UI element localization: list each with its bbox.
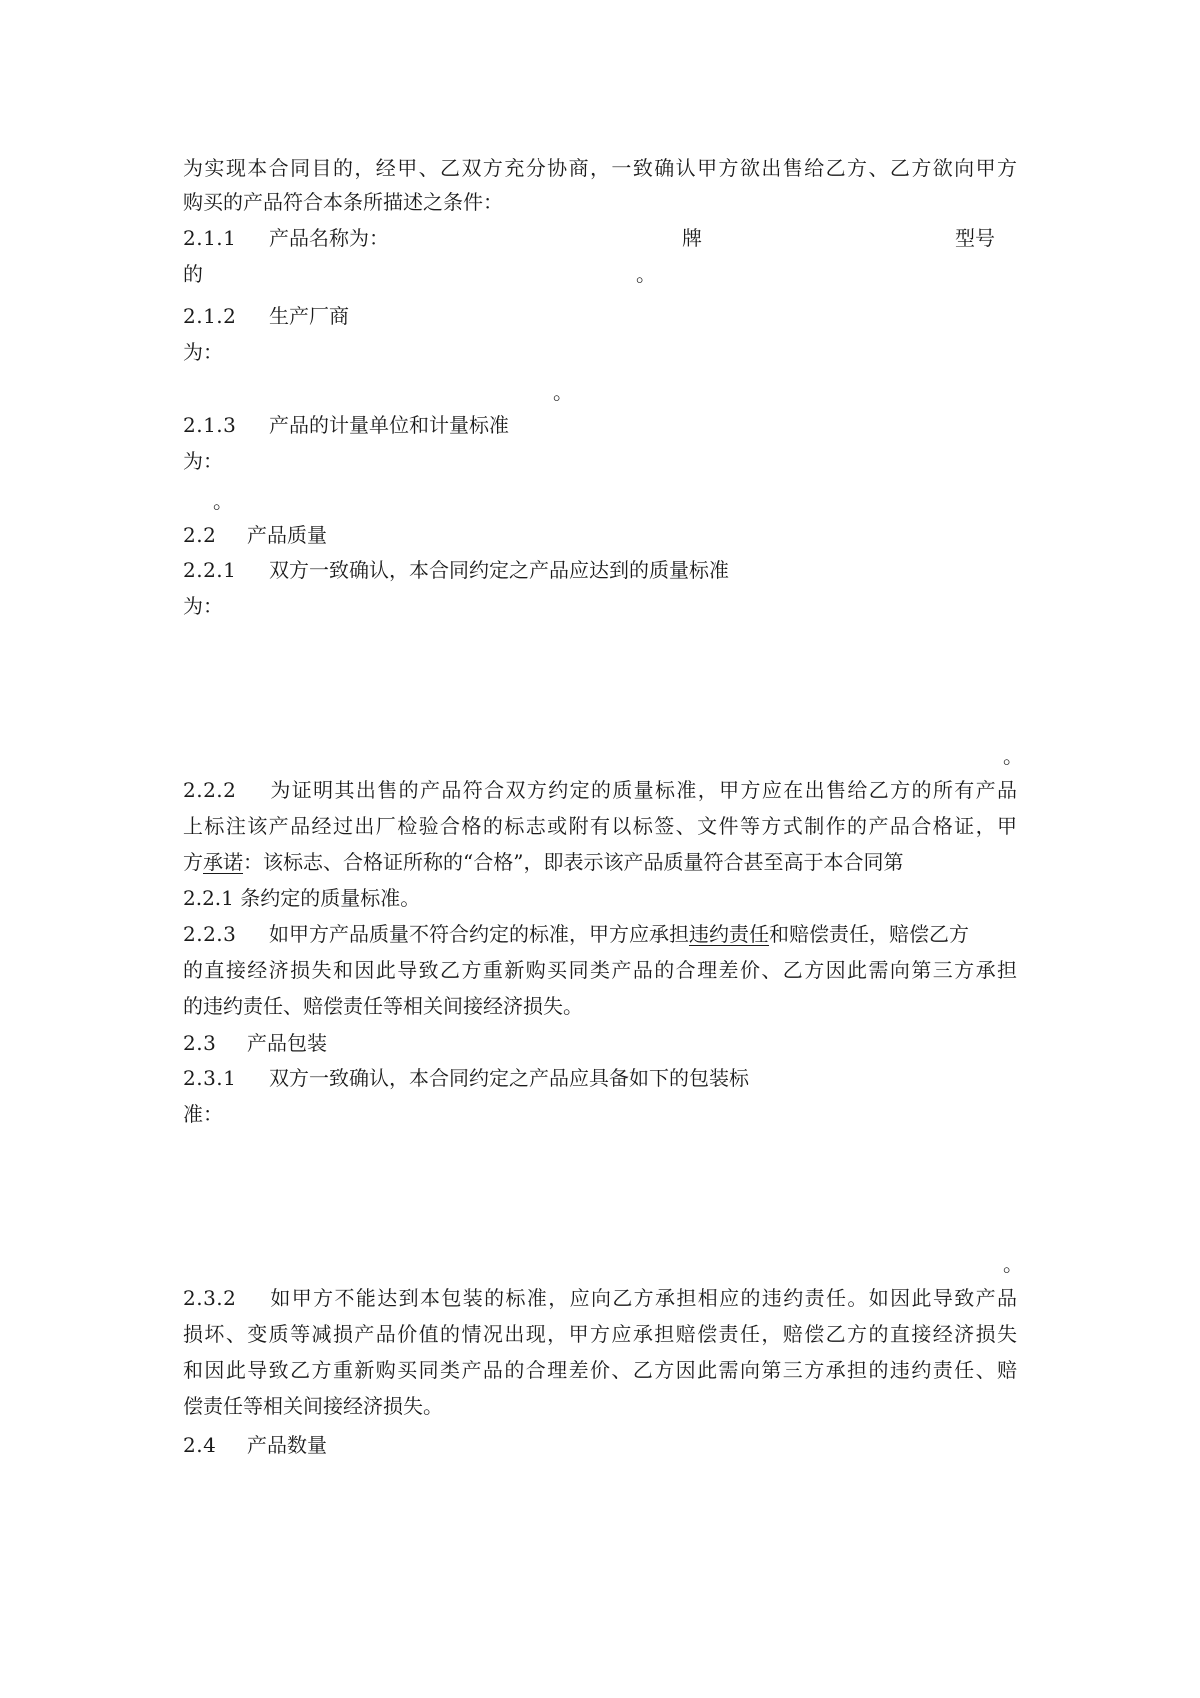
clause-number: 2.2.1: [183, 558, 237, 582]
intro-line-1: 为实现本合同目的，经甲、乙双方充分协商，一致确认甲方欲出售给乙方、乙方欲向甲方: [183, 156, 1017, 180]
clause-label: 产品名称为：: [269, 226, 389, 250]
section-number: 2.2: [183, 523, 217, 547]
period-mark: 。: [1003, 744, 1023, 768]
section-title: 产品数量: [247, 1433, 327, 1457]
clause-2-1-2: [183, 302, 349, 330]
clause-2-1-1: [183, 224, 389, 252]
clause-2-2-3-line-1: 2.2.3 如甲方产品质量不符合约定的标准，甲方应承担违约责任和赔偿责任，赔偿乙方: [183, 922, 969, 946]
period-mark: 。: [213, 489, 233, 513]
clause-number: 2.1.1: [183, 226, 237, 250]
clause-label: 生产厂商: [269, 304, 349, 328]
zhun-label: 准：: [183, 1102, 223, 1126]
wei-label: 为：: [183, 594, 223, 618]
clause-2-2-1: [183, 556, 729, 584]
clause-label: 双方一致确认，本合同约定之产品应具备如下的包装标: [269, 1066, 749, 1090]
clause-number: 2.2.2: [183, 778, 237, 802]
clause-2-2-2-line-4: 2.2.1 条约定的质量标准。: [183, 886, 421, 910]
section-2-4: [183, 1431, 327, 1459]
clause-number: 2.3.2: [183, 1286, 237, 1310]
clause-2-3-2-line-2: 损坏、变质等减损产品价值的情况出现，甲方应承担赔偿责任，赔偿乙方的直接经济损失: [183, 1322, 1017, 1346]
clause-label: 双方一致确认，本合同约定之产品应达到的质量标准: [269, 558, 729, 582]
wei-label: 为：: [183, 449, 223, 473]
clause-2-2-3-line-3: 的违约责任、赔偿责任等相关间接经济损失。: [183, 994, 583, 1018]
intro-line-2: 购买的产品符合本条所描述之条件：: [183, 190, 503, 214]
wei-label: 为：: [183, 340, 223, 364]
clause-2-3-2-line-1: 2.3.2 如甲方不能达到本包装的标准，应向乙方承担相应的违约责任。如因此导致产品: [183, 1286, 1017, 1310]
period-mark: 。: [636, 262, 656, 286]
section-number: 2.4: [183, 1433, 217, 1457]
clause-2-2-3-line-2: 的直接经济损失和因此导致乙方重新购买同类产品的合理差价、乙方因此需向第三方承担: [183, 958, 1017, 982]
section-2-2: [183, 521, 327, 549]
promise-link[interactable]: 承诺: [203, 850, 243, 874]
brand-label: 牌: [682, 226, 702, 250]
clause-number: 2.2.3: [183, 922, 237, 946]
liability-link[interactable]: 违约责任: [689, 922, 769, 946]
clause-2-3-1: [183, 1064, 749, 1092]
clause-2-3-2-line-4: 偿责任等相关间接经济损失。: [183, 1394, 443, 1418]
section-number: 2.3: [183, 1031, 217, 1055]
clause-2-3-2-line-3: 和因此导致乙方重新购买同类产品的合理差价、乙方因此需向第三方承担的违约责任、赔: [183, 1358, 1017, 1382]
clause-number: 2.3.1: [183, 1066, 237, 1090]
clause-2-2-2-line-1: 2.2.2 为证明其出售的产品符合双方约定的质量标准，甲方应在出售给乙方的所有产品: [183, 778, 1017, 802]
de-label: 的: [183, 262, 203, 286]
clause-number: 2.1.2: [183, 304, 237, 328]
section-2-3: [183, 1029, 327, 1057]
section-title: 产品质量: [247, 523, 327, 547]
clause-number: 2.1.3: [183, 413, 237, 437]
period-mark: 。: [1003, 1252, 1023, 1276]
clause-2-2-2-line-2: 上标注该产品经过出厂检验合格的标志或附有以标签、文件等方式制作的产品合格证，甲: [183, 814, 1017, 838]
model-label: 型号: [955, 226, 995, 250]
clause-2-1-3: [183, 411, 509, 439]
period-mark: 。: [553, 380, 573, 404]
clause-label: 产品的计量单位和计量标准: [269, 413, 509, 437]
section-title: 产品包装: [247, 1031, 327, 1055]
clause-2-2-2-line-3: 方承诺：该标志、合格证所称的“合格”，即表示该产品质量符合甚至高于本合同第: [183, 850, 904, 874]
